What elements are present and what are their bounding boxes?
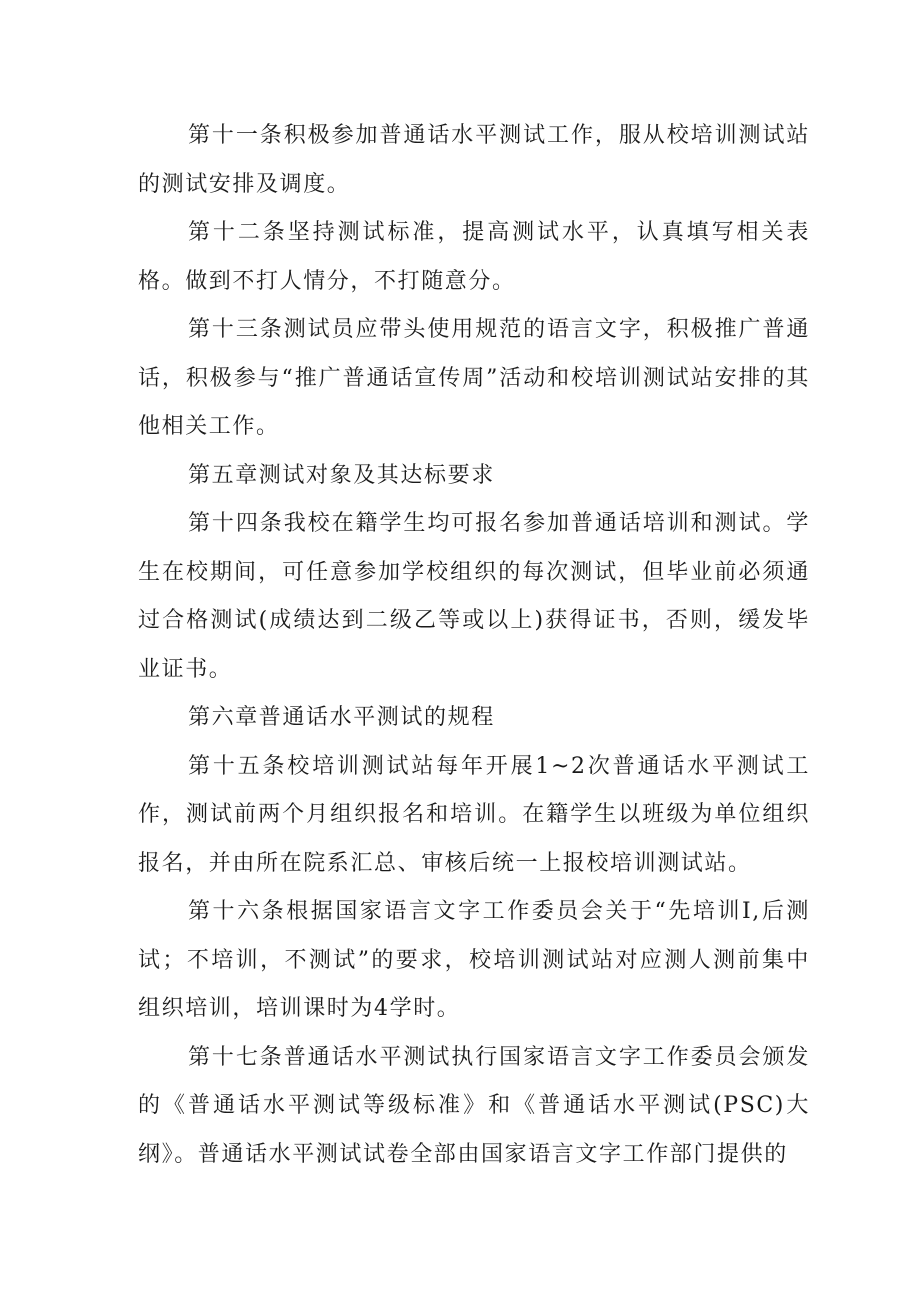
document-body	[138, 112, 810, 1179]
article-13-paragraph: 第十三条测试员应带头使用规范的语言文字，积极推广普通话，积极参与“推广普通话宣传周”活动和校培训测试站安排的其他相关工作。	[138, 317, 810, 439]
article-17-paragraph: 第十七条普通话水平测试执行国家语言文字工作委员会颁发的《普通话水平测试等级标准》和《普通话水平测试(PSC)大纲》。普通话水平测试试卷全部由国家语言文字工作部门提供的	[138, 1044, 810, 1167]
article-15-paragraph: 第十五条校培训测试站每年开展1~2次普通话水平测试工作，测试前两个月组织报名和培训。在籍学生以班级为单位组织报名，并由所在院系汇总、审核后统一上报校培训测试站。	[138, 753, 810, 876]
chapter-6-heading: 第六章普通话水平测试的规程	[188, 705, 495, 730]
article-12-paragraph: 第十二条坚持测试标准，提高测试水平，认真填写相关表格。做到不打人情分，不打随意分。	[138, 220, 810, 294]
article-16-paragraph: 第十六条根据国家语言文字工作委员会关于“先培训I,后测试；不培训，不测试”的要求，校培训测试站对应测人测前集中组织培训，培训课时为4学时。	[138, 899, 810, 1021]
article-14-paragraph: 第十四条我校在籍学生均可报名参加普通话培训和测试。学生在校期间，可任意参加学校组织的每次测试，但毕业前必须通过合格测试(成绩达到二级乙等或以上)获得证书，否则，缓发毕业证书。	[138, 511, 810, 682]
chapter-5-heading: 第五章测试对象及其达标要求	[188, 462, 495, 488]
article-11-paragraph: 第十一条积极参加普通话水平测试工作，服从校培训测试站的测试安排及调度。	[138, 123, 810, 197]
